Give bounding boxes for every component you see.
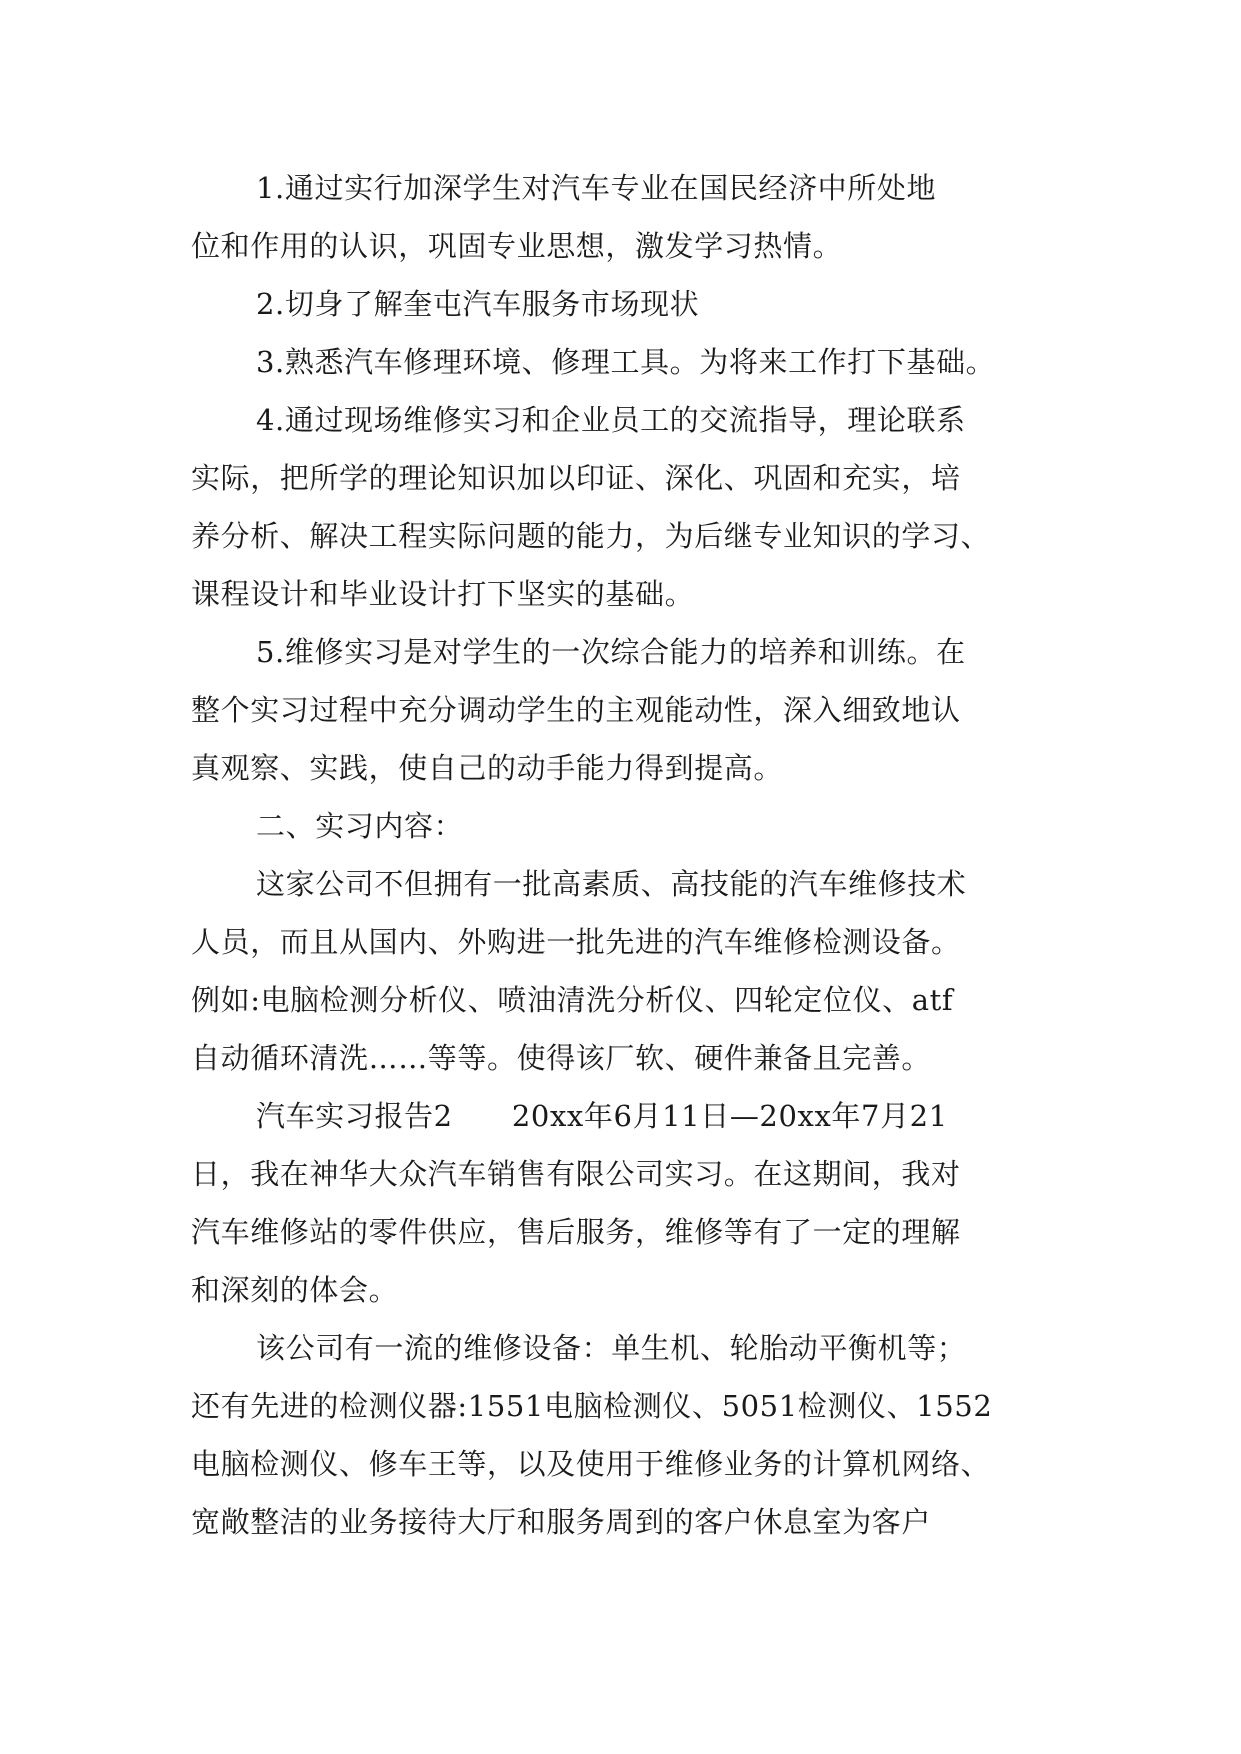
text-line: 日，我在神华大众汽车销售有限公司实习。在这期间，我对 <box>191 1157 961 1191</box>
text-line: 课程设计和毕业设计打下坚实的基础。 <box>191 577 695 611</box>
text-line: 汽车实习报告2 20xx年6月11日—20xx年7月21 <box>256 1099 948 1133</box>
text-line: 整个实习过程中充分调动学生的主观能动性，深入细致地认 <box>191 693 961 727</box>
text-line: 实际，把所学的理论知识加以印证、深化、巩固和充实，培 <box>191 461 961 495</box>
text-line: 1.通过实行加深学生对汽车专业在国民经济中所处地 <box>256 171 937 205</box>
text-line: 5.维修实习是对学生的一次综合能力的培养和训练。在 <box>256 635 966 669</box>
text-line: 3.熟悉汽车修理环境、修理工具。为将来工作打下基础。 <box>256 345 996 379</box>
text-line: 汽车维修站的零件供应，售后服务，维修等有了一定的理解 <box>191 1215 961 1249</box>
text-line: 例如:电脑检测分析仪、喷油清洗分析仪、四轮定位仪、atf <box>191 983 954 1017</box>
text-line: 养分析、解决工程实际问题的能力，为后继专业知识的学习、 <box>191 519 991 553</box>
section-heading: 二、实习内容： <box>256 809 464 843</box>
text-line: 人员，而且从国内、外购进一批先进的汽车维修检测设备。 <box>191 925 961 959</box>
text-line: 宽敞整洁的业务接待大厅和服务周到的客户休息室为客户 <box>191 1505 932 1539</box>
text-line: 电脑检测仪、修车王等，以及使用于维修业务的计算机网络、 <box>191 1447 991 1481</box>
text-line: 这家公司不但拥有一批高素质、高技能的汽车维修技术 <box>256 867 967 901</box>
text-line: 和深刻的体会。 <box>191 1273 399 1307</box>
text-line: 自动循环清洗……等等。使得该厂软、硬件兼备且完善。 <box>191 1041 932 1075</box>
text-line: 位和作用的认识，巩固专业思想，激发学习热情。 <box>191 229 843 263</box>
text-line: 4.通过现场维修实习和企业员工的交流指导，理论联系 <box>256 403 966 437</box>
text-line: 该公司有一流的维修设备：单生机、轮胎动平衡机等； <box>256 1331 967 1365</box>
text-line: 还有先进的检测仪器:1551电脑检测仪、5051检测仪、1552 <box>191 1389 993 1423</box>
text-line: 2.切身了解奎屯汽车服务市场现状 <box>256 287 700 321</box>
text-line: 真观察、实践，使自己的动手能力得到提高。 <box>191 751 784 785</box>
